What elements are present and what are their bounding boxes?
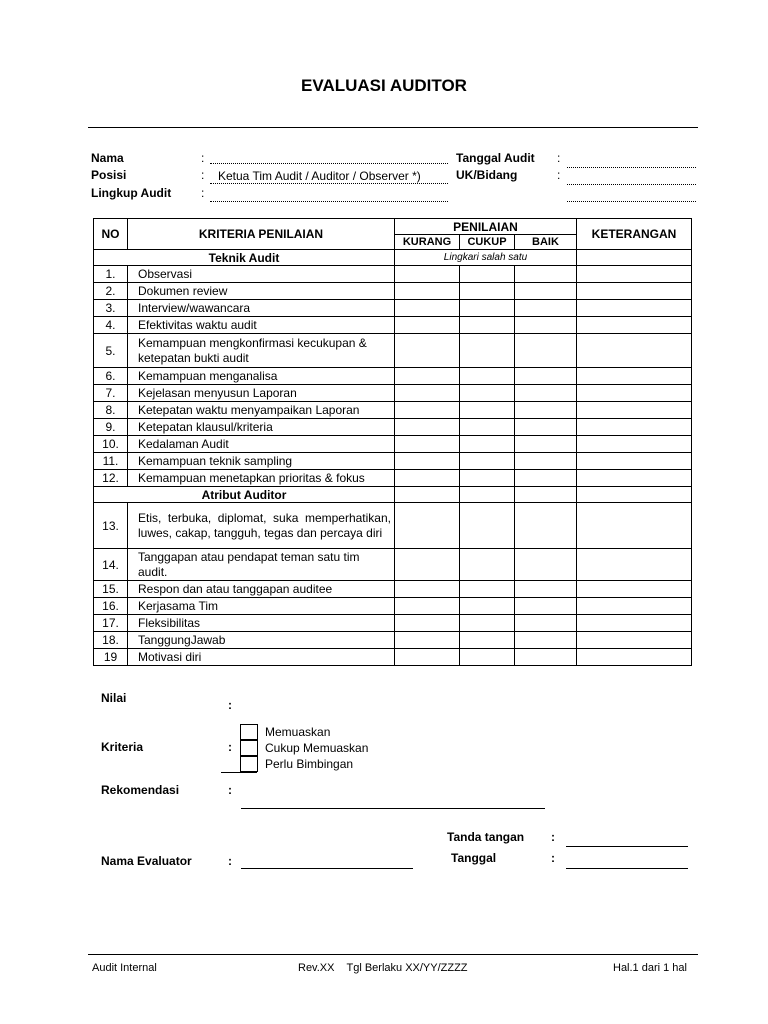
rating-kurang-cell[interactable] [395,419,460,436]
footer-right: Hal.1 dari 1 hal [613,962,687,974]
rating-baik-cell[interactable] [515,266,577,283]
header-cukup: CUKUP [460,235,515,250]
keterangan-cell[interactable] [577,317,692,334]
criteria-text: Motivasi diri [128,649,395,666]
keterangan-cell [577,487,692,503]
rating-kurang-cell[interactable] [395,453,460,470]
table-row [94,615,692,632]
table-row [94,453,692,470]
table-row [94,649,692,666]
document-title: EVALUASI AUDITOR [301,76,467,95]
kriteria-label: Kriteria [101,740,144,754]
table-row [94,470,692,487]
rating-baik-cell[interactable] [515,402,577,419]
criteria-text: Kemampuan menetapkan prioritas & fokus [128,470,395,487]
row-number: 14. [94,549,128,581]
keterangan-cell[interactable] [577,632,692,649]
rating-kurang-cell[interactable] [395,368,460,385]
rating-cukup-cell[interactable] [460,598,515,615]
rekomendasi-label: Rekomendasi [101,783,180,797]
table-row [94,598,692,615]
rating-cukup-cell[interactable] [460,549,515,581]
row-number: 3. [94,300,128,317]
checkbox-memuaskan[interactable] [240,724,258,740]
row-number: 2. [94,283,128,300]
option-perlu-bimbingan: Perlu Bimbingan [265,757,354,771]
header-no: NO [94,219,128,250]
keterangan-cell[interactable] [577,453,692,470]
rating-baik-cell[interactable] [515,470,577,487]
rating-kurang-cell[interactable] [395,283,460,300]
tanggal-audit-colon: : [557,151,561,165]
evaluation-table [93,218,692,666]
rating-cukup-cell[interactable] [460,317,515,334]
rating-kurang-cell[interactable] [395,402,460,419]
header-kriteria: KRITERIA PENILAIAN [128,219,395,250]
rating-kurang-cell[interactable] [395,581,460,598]
rating-kurang-cell[interactable] [395,385,460,402]
tanggal-audit-field[interactable] [567,167,696,168]
rating-hint: Lingkari salah satu [395,250,577,266]
rating-cell [395,487,460,503]
rating-kurang-cell[interactable] [395,649,460,666]
keterangan-cell[interactable] [577,615,692,632]
rating-cukup-cell[interactable] [460,581,515,598]
rating-cukup-cell[interactable] [460,419,515,436]
table-row [94,503,692,549]
rating-cukup-cell[interactable] [460,615,515,632]
posisi-label: Posisi [91,168,127,182]
table-row [94,549,692,581]
row-number: 15. [94,581,128,598]
uk-bidang-label: UK/Bidang [456,168,518,182]
keterangan-cell[interactable] [577,581,692,598]
rating-kurang-cell[interactable] [395,436,460,453]
posisi-field-line [210,183,448,184]
criteria-text: Kemampuan mengkonfirmasi kecukupan & ketepatan bukti audit [128,334,395,368]
row-number: 17. [94,615,128,632]
rating-baik-cell[interactable] [515,632,577,649]
nama-colon: : [201,151,205,165]
footer-middle: Rev.XX Tgl Berlaku XX/YY/ZZZZ [298,962,468,974]
table-row [94,334,692,368]
row-number: 4. [94,317,128,334]
nama-evaluator-label: Nama Evaluator [101,854,192,868]
nama-field[interactable] [210,163,448,164]
table-row [94,419,692,436]
tanda-tangan-field[interactable] [566,846,688,847]
criteria-text: Observasi [128,266,395,283]
rating-baik-cell[interactable] [515,300,577,317]
keterangan-cell[interactable] [577,283,692,300]
rating-kurang-cell[interactable] [395,598,460,615]
rating-cukup-cell[interactable] [460,334,515,368]
uk-bidang-field[interactable] [567,184,696,185]
rating-kurang-cell[interactable] [395,503,460,549]
keterangan-cell[interactable] [577,419,692,436]
rating-kurang-cell[interactable] [395,266,460,283]
rating-baik-cell[interactable] [515,419,577,436]
lingkup-audit-label: Lingkup Audit [91,186,172,200]
row-number: 6. [94,368,128,385]
row-number: 12. [94,470,128,487]
checkbox-cukup-memuaskan[interactable] [240,740,258,756]
criteria-text: Fleksibilitas [128,615,395,632]
rating-cukup-cell[interactable] [460,402,515,419]
keterangan-cell[interactable] [577,402,692,419]
checkbox-baseline [221,772,257,773]
criteria-text: Efektivitas waktu audit [128,317,395,334]
table-row [94,317,692,334]
rating-cukup-cell[interactable] [460,283,515,300]
table-row [94,300,692,317]
rekomendasi-colon: : [228,783,232,797]
keterangan-cell[interactable] [577,470,692,487]
keterangan-cell[interactable] [577,266,692,283]
nama-evaluator-colon: : [228,854,232,868]
rating-baik-cell[interactable] [515,334,577,368]
row-number: 16. [94,598,128,615]
rating-kurang-cell[interactable] [395,632,460,649]
option-memuaskan: Memuaskan [265,725,331,739]
table-row [94,266,692,283]
rating-cukup-cell[interactable] [460,385,515,402]
criteria-text: Kemampuan menganalisa [128,368,395,385]
tanda-tangan-colon: : [551,830,555,844]
rating-baik-cell[interactable] [515,453,577,470]
rating-baik-cell[interactable] [515,549,577,581]
table-row [94,385,692,402]
lingkup-colon: : [201,186,205,200]
keterangan-cell[interactable] [577,503,692,549]
posisi-value[interactable]: Ketua Tim Audit / Auditor / Observer *) [218,169,421,183]
row-number: 1. [94,266,128,283]
tanggal-field[interactable] [566,868,688,869]
row-number: 18. [94,632,128,649]
table-row [94,632,692,649]
keterangan-cell[interactable] [577,549,692,581]
rating-cukup-cell[interactable] [460,649,515,666]
table-row [94,283,692,300]
tanda-tangan-label: Tanda tangan [447,830,525,844]
lingkup-audit-field[interactable] [210,201,448,202]
rating-cukup-cell[interactable] [460,453,515,470]
criteria-text: Ketepatan klausul/kriteria [128,419,395,436]
rating-kurang-cell[interactable] [395,334,460,368]
rating-baik-cell[interactable] [515,385,577,402]
keterangan-cell [577,250,692,266]
rating-cukup-cell[interactable] [460,266,515,283]
row-number: 5. [94,334,128,368]
keterangan-cell[interactable] [577,300,692,317]
rating-baik-cell[interactable] [515,317,577,334]
rating-baik-cell[interactable] [515,503,577,549]
rating-baik-cell[interactable] [515,598,577,615]
criteria-text: Kemampuan teknik sampling [128,453,395,470]
header-keterangan: KETERANGAN [577,219,692,250]
rating-baik-cell[interactable] [515,581,577,598]
rating-cukup-cell[interactable] [460,470,515,487]
option-cukup-memuaskan: Cukup Memuaskan [265,741,369,755]
keterangan-cell[interactable] [577,649,692,666]
rating-cukup-cell[interactable] [460,632,515,649]
row-number: 8. [94,402,128,419]
footer-divider [88,954,698,955]
rating-baik-cell[interactable] [515,615,577,632]
uk-bidang-field-2[interactable] [567,201,696,202]
table-row [94,581,692,598]
row-number: 13. [94,503,128,549]
rating-cell [460,487,515,503]
table-row [94,402,692,419]
rating-baik-cell[interactable] [515,283,577,300]
criteria-text: Kerjasama Tim [128,598,395,615]
header-kurang: KURANG [395,235,460,250]
rekomendasi-field[interactable] [241,808,545,809]
rating-kurang-cell[interactable] [395,615,460,632]
keterangan-cell[interactable] [577,385,692,402]
row-number: 7. [94,385,128,402]
row-number: 11. [94,453,128,470]
criteria-text: Etis, terbuka, diplomat, suka memperhatikan, luwes, cakap, tangguh, tegas dan percaya diri [128,503,395,549]
footer-left: Audit Internal [92,962,157,974]
nilai-label: Nilai [101,691,127,705]
rating-baik-cell[interactable] [515,436,577,453]
rating-cukup-cell[interactable] [460,503,515,549]
header-baik: BAIK [515,235,577,250]
tanggal-colon: : [551,851,555,865]
keterangan-cell[interactable] [577,436,692,453]
row-number: 10. [94,436,128,453]
criteria-text: Interview/wawancara [128,300,395,317]
section-teknik-audit: Teknik Audit [94,250,395,266]
rating-cukup-cell[interactable] [460,368,515,385]
nama-label: Nama [91,151,124,165]
keterangan-cell[interactable] [577,368,692,385]
rating-baik-cell[interactable] [515,649,577,666]
header-penilaian: PENILAIAN [395,219,577,235]
nama-evaluator-field[interactable] [241,868,413,869]
nilai-colon: : [228,698,232,712]
posisi-colon: : [201,168,205,182]
table-row [94,368,692,385]
rating-baik-cell[interactable] [515,368,577,385]
rating-cukup-cell[interactable] [460,436,515,453]
row-number: 9. [94,419,128,436]
title-divider [88,127,698,128]
criteria-text: Dokumen review [128,283,395,300]
row-number: 19 [94,649,128,666]
rating-cukup-cell[interactable] [460,300,515,317]
uk-bidang-colon: : [557,168,561,182]
keterangan-cell[interactable] [577,598,692,615]
rating-kurang-cell[interactable] [395,317,460,334]
tanggal-label: Tanggal [451,851,497,865]
kriteria-colon: : [228,740,232,754]
keterangan-cell[interactable] [577,334,692,368]
criteria-text: Tanggapan atau pendapat teman satu tim audit. [128,549,395,581]
checkbox-perlu-bimbingan[interactable] [240,756,258,772]
rating-kurang-cell[interactable] [395,470,460,487]
table-row [94,436,692,453]
criteria-text: TanggungJawab [128,632,395,649]
rating-cell [515,487,577,503]
rating-kurang-cell[interactable] [395,300,460,317]
tanggal-audit-label: Tanggal Audit [456,151,535,165]
criteria-text: Kejelasan menyusun Laporan [128,385,395,402]
section-atribut-auditor: Atribut Auditor [94,487,395,503]
rating-kurang-cell[interactable] [395,549,460,581]
criteria-text: Kedalaman Audit [128,436,395,453]
criteria-text: Ketepatan waktu menyampaikan Laporan [128,402,395,419]
criteria-text: Respon dan atau tanggapan auditee [128,581,395,598]
